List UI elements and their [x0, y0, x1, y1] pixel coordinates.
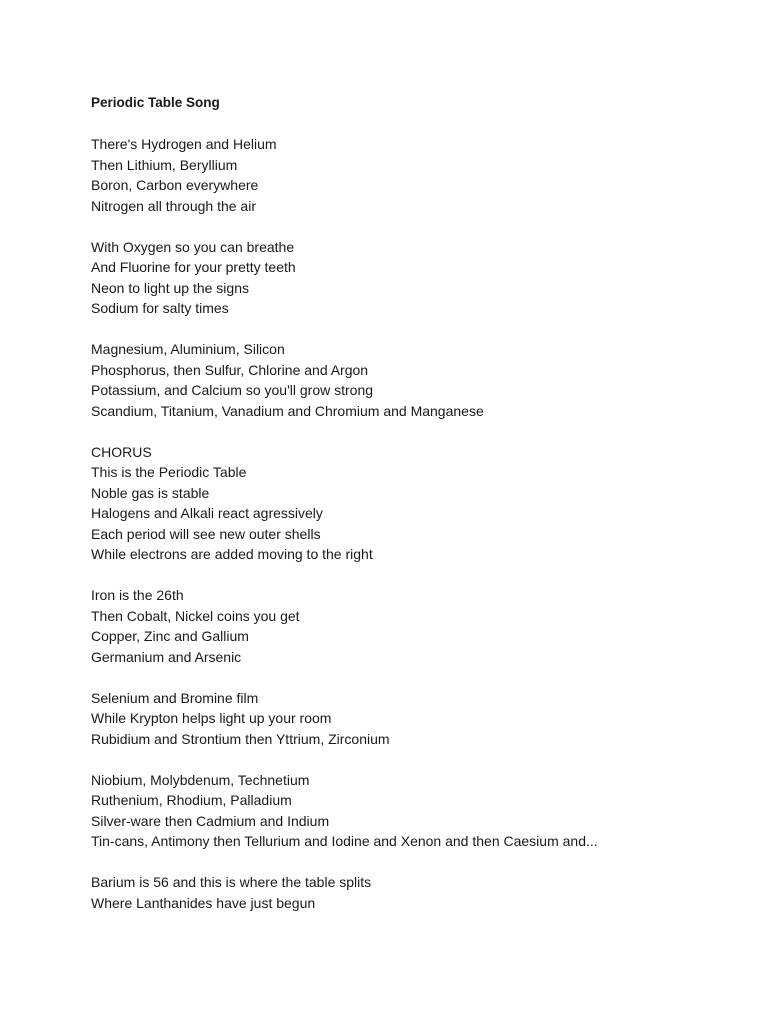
lyric-line: Noble gas is stable	[91, 484, 210, 501]
lyric-line: Selenium and Bromine film	[91, 689, 259, 706]
lyric-line: Barium is 56 and this is where the table splits	[91, 874, 372, 890]
stanza	[91, 688, 731, 750]
lyric-line: Potassium, and Calcium so you'll grow strong	[91, 382, 374, 398]
lyric-line: Phosphorus, then Sulfur, Chlorine and Argon	[91, 361, 369, 378]
lyric-line: Halogens and Alkali react agressively	[91, 505, 323, 521]
stanza	[91, 442, 731, 565]
lyric-line: Nitrogen all through the air	[91, 197, 256, 214]
lyric-line: Scandium, Titanium, Vanadium and Chromium and Manganese	[91, 402, 484, 419]
lyric-line: Germanium and Arsenic	[91, 648, 242, 665]
stanza	[91, 585, 731, 667]
lyric-line: This is the Periodic Table	[91, 464, 247, 480]
stanza	[91, 339, 731, 421]
stanza	[91, 237, 731, 319]
chorus-label: CHORUS	[91, 443, 152, 460]
lyric-line: And Fluorine for your pretty teeth	[91, 259, 296, 275]
lyric-line: Ruthenium, Rhodium, Palladium	[91, 792, 292, 808]
lyric-line: There's Hydrogen and Helium	[91, 136, 277, 152]
lyric-line: Each period will see new outer shells	[91, 525, 321, 542]
lyric-line: Iron is the 26th	[91, 587, 184, 603]
lyric-line: Magnesium, Aluminium, Silicon	[91, 341, 285, 357]
lyric-line: Rubidium and Strontium then Yttrium, Zirconium	[91, 730, 390, 747]
lyric-line: While Krypton helps light up your room	[91, 710, 332, 726]
lyric-line: Silver-ware then Cadmium and Indium	[91, 812, 330, 829]
lyric-line: Copper, Zinc and Gallium	[91, 628, 249, 644]
lyric-line: Where Lanthanides have just begun	[91, 894, 316, 911]
lyric-line: While electrons are added moving to the right	[91, 546, 373, 562]
song-lyrics	[91, 134, 731, 913]
stanza	[91, 770, 731, 852]
lyric-line: Boron, Carbon everywhere	[91, 177, 259, 193]
lyric-line: Then Lithium, Beryllium	[91, 156, 238, 173]
lyric-line: Tin-cans, Antimony then Tellurium and Iodine and Xenon and then Caesium and...	[91, 833, 598, 849]
song-title: Periodic Table Song	[91, 95, 220, 110]
lyric-line: Neon to light up the signs	[91, 279, 249, 296]
stanza	[91, 134, 731, 216]
song-content	[91, 93, 731, 913]
lyric-line: With Oxygen so you can breathe	[91, 238, 295, 255]
lyric-line: Then Cobalt, Nickel coins you get	[91, 607, 300, 624]
lyric-line: Sodium for salty times	[91, 300, 229, 316]
lyric-line: Niobium, Molybdenum, Technetium	[91, 771, 310, 788]
stanza	[91, 872, 731, 913]
